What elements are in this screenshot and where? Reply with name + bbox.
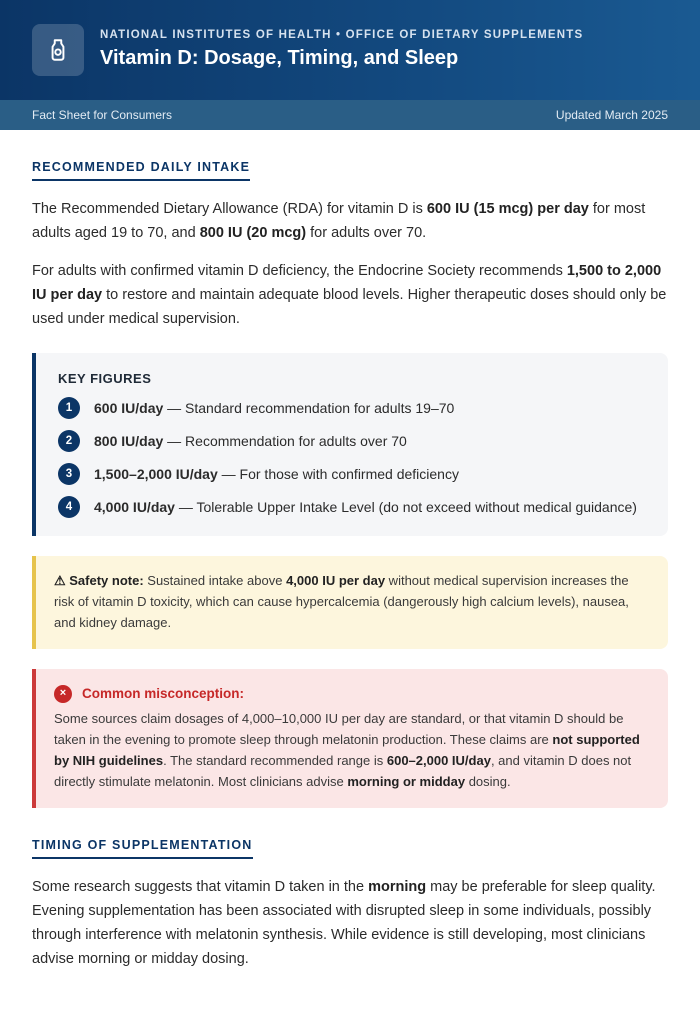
supplement-bottle-icon [45, 37, 71, 63]
key-figure-item [58, 430, 646, 452]
misconception-text: Some sources claim dosages of 4,000–10,000 IU per day are standard, or that vitamin D should be taken in the evening to promote sleep through melatonin production. These claims are not supported by NIH guidelines. The standard recommended range is 600–2,000 IU/day, and vitamin D does not directly stimulate melatonin. Most clinicians advise morning or midday dosing. [54, 711, 640, 789]
page-title: Vitamin D: Dosage, Timing, and Sleep [100, 47, 459, 69]
key-figures-title: KEY FIGURES [58, 371, 152, 386]
organization-name: NATIONAL INSTITUTES OF HEALTH • OFFICE OF DIETARY SUPPLEMENTS [100, 29, 584, 41]
logo [32, 24, 84, 76]
error-x-icon: × [54, 685, 72, 703]
section-heading-timing: TIMING OF SUPPLEMENTATION [32, 838, 253, 859]
document-info-bar [0, 100, 700, 130]
misconception-title: Common misconception: [82, 686, 245, 701]
document-type: Fact Sheet for Consumers [32, 108, 173, 122]
section-heading-intake: RECOMMENDED DAILY INTAKE [32, 160, 250, 181]
item-number-badge: 4 [58, 496, 80, 518]
figure-description: — Standard recommendation for adults 19–70 [163, 400, 455, 416]
figure-value: 4,000 IU/day [94, 499, 175, 515]
misconception-callout [32, 669, 668, 808]
figure-description: — Recommendation for adults over 70 [163, 433, 407, 449]
key-figure-item [58, 397, 646, 419]
key-figure-item [58, 463, 646, 485]
figure-value: 1,500–2,000 IU/day [94, 466, 218, 482]
updated-date: Updated March 2025 [555, 108, 668, 122]
figure-value: 800 IU/day [94, 433, 164, 449]
figure-description: — Tolerable Upper Intake Level (do not exceed without medical guidance) [174, 499, 637, 515]
misconception-header [54, 683, 648, 704]
main-content [0, 130, 700, 971]
safety-note-callout: ⚠ Safety note: Sustained intake above 4,000 IU per day without medical supervision increases the risk of vitamin D toxicity, which can cause hypercalcemia (dangerously high calcium levels), nausea, and kidney damage. [32, 556, 668, 649]
page-header [0, 0, 700, 100]
key-figure-item [58, 496, 646, 518]
item-number-badge: 2 [58, 430, 80, 452]
intake-paragraph-1: The Recommended Dietary Allowance (RDA) for vitamin D is 600 IU (15 mcg) per day for most adults aged 19 to 70, and 800 IU (20 mcg) for adults over 70. [32, 201, 646, 241]
item-number-badge: 1 [58, 397, 80, 419]
figure-value: 600 IU/day [94, 400, 164, 416]
timing-paragraph: Some research suggests that vitamin D taken in the morning may be preferable for sleep quality. Evening supplementation has been associated with disrupted sleep in some individuals, possibly through interference with melatonin synthesis. While evidence is still developing, most clinicians advise morning or midday dosing. [32, 879, 656, 967]
intake-paragraph-2: For adults with confirmed vitamin D deficiency, the Endocrine Society recommends 1,500 to 2,000 IU per day to restore and maintain adequate blood levels. Higher therapeutic doses should only be used under medical supervision. [32, 263, 667, 327]
figure-description: — For those with confirmed deficiency [217, 466, 459, 482]
safety-note-label: ⚠ Safety note: [54, 573, 144, 588]
item-number-badge: 3 [58, 463, 80, 485]
key-figures-box [32, 353, 668, 536]
